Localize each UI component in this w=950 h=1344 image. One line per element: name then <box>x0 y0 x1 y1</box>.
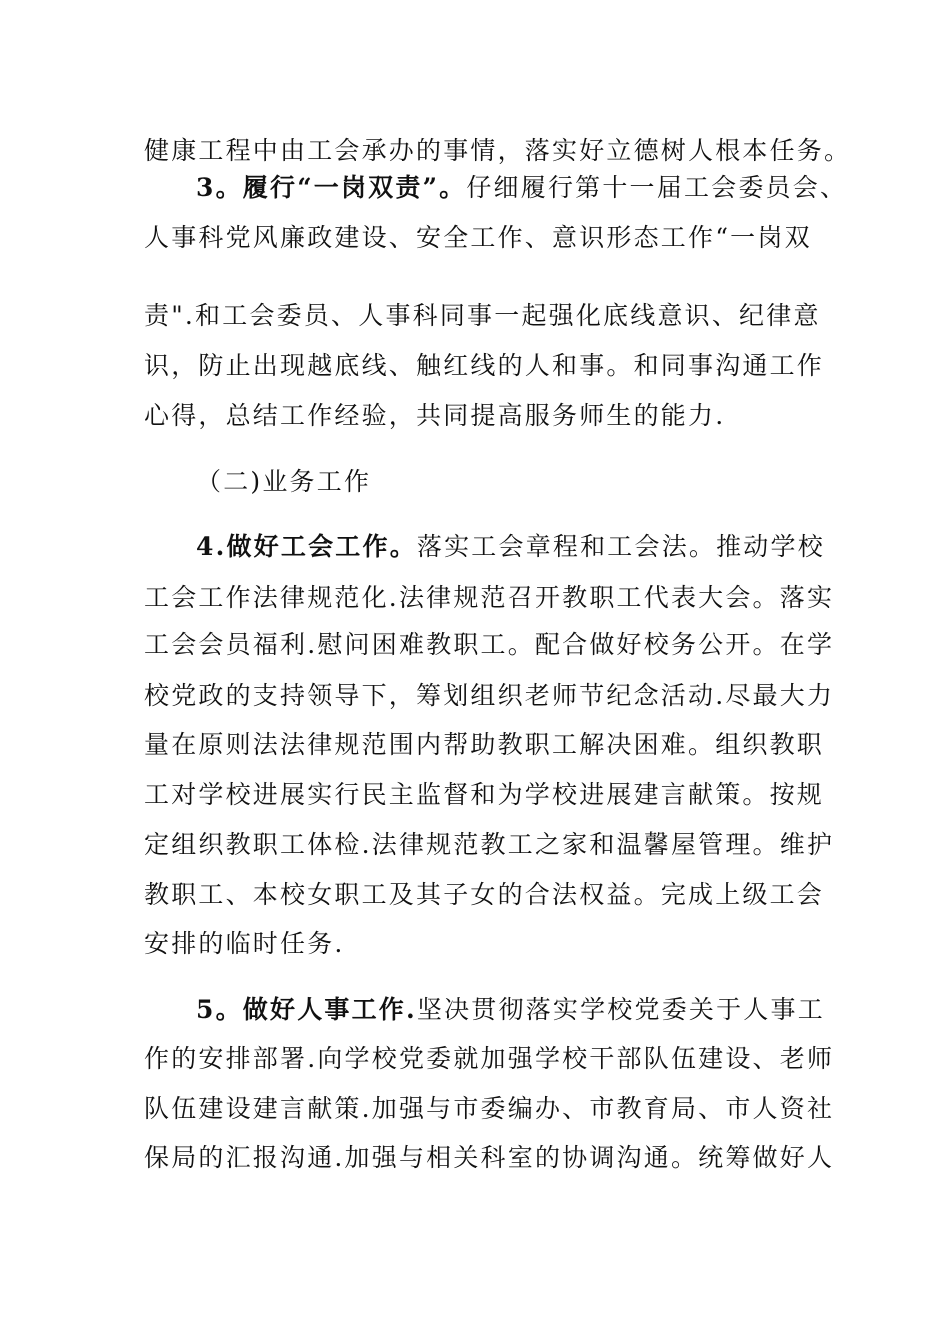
paragraph-line: 教职工、本校女职工及其子女的合法权益。完成上级工会 <box>144 880 825 909</box>
paragraph-line: 工对学校进展实行民主监督和为学校进展建言献策。按规 <box>144 780 825 809</box>
paragraph-line: 人事科党风廉政建设、安全工作、意识形态工作“一岗双 <box>144 223 812 252</box>
item-heading: 5。做好人事工作. <box>196 995 417 1024</box>
paragraph-line: 健康工程中由工会承办的事情，落实好立德树人根本任务。 <box>144 136 852 165</box>
paragraph-text: 仔细履行第十一届工会委员会、 <box>466 173 848 202</box>
paragraph-line: 责".和工会委员、人事科同事一起强化底线意识、纪律意 <box>144 301 821 330</box>
item-heading: 3。履行“一岗双责”。 <box>196 173 467 202</box>
paragraph-line <box>196 173 847 203</box>
paragraph-text: 落实工会章程和工会法。推动学校 <box>416 532 825 561</box>
paragraph-line: 识，防止出现越底线、触红线的人和事。和同事沟通工作 <box>144 351 825 380</box>
paragraph-line: 工会工作法律规范化.法律规范召开教职工代表大会。落实 <box>144 583 835 612</box>
paragraph-line: 定组织教职工体检.法律规范教工之家和温馨屋管理。维护 <box>144 830 835 859</box>
section-heading: （二)业务工作 <box>196 467 372 496</box>
paragraph-line <box>196 995 825 1025</box>
paragraph-line: 心得，总结工作经验，共同提高服务师生的能力. <box>144 401 726 430</box>
paragraph-line: 安排的临时任务. <box>144 929 345 958</box>
paragraph-line: 校党政的支持领导下，筹划组织老师节纪念活动.尽最大力 <box>144 681 835 710</box>
paragraph-text: 坚决贯彻落实学校党委关于人事工 <box>416 995 825 1024</box>
paragraph-line: 作的安排部署.向学校党委就加强学校干部队伍建设、老师 <box>144 1044 835 1073</box>
item-heading: 4.做好工会工作。 <box>196 532 417 561</box>
paragraph-line: 保局的汇报沟通.加强与相关科室的协调沟通。统筹做好人 <box>144 1143 835 1172</box>
paragraph-line: 工会会员福利.慰问困难教职工。配合做好校务公开。在学 <box>144 630 835 659</box>
paragraph-line: 队伍建设建言献策.加强与市委编办、市教育局、市人资社 <box>144 1094 835 1123</box>
paragraph-line: 量在原则法法律规范围内帮助教职工解决困难。组织教职 <box>144 730 825 759</box>
paragraph-line <box>196 532 825 562</box>
